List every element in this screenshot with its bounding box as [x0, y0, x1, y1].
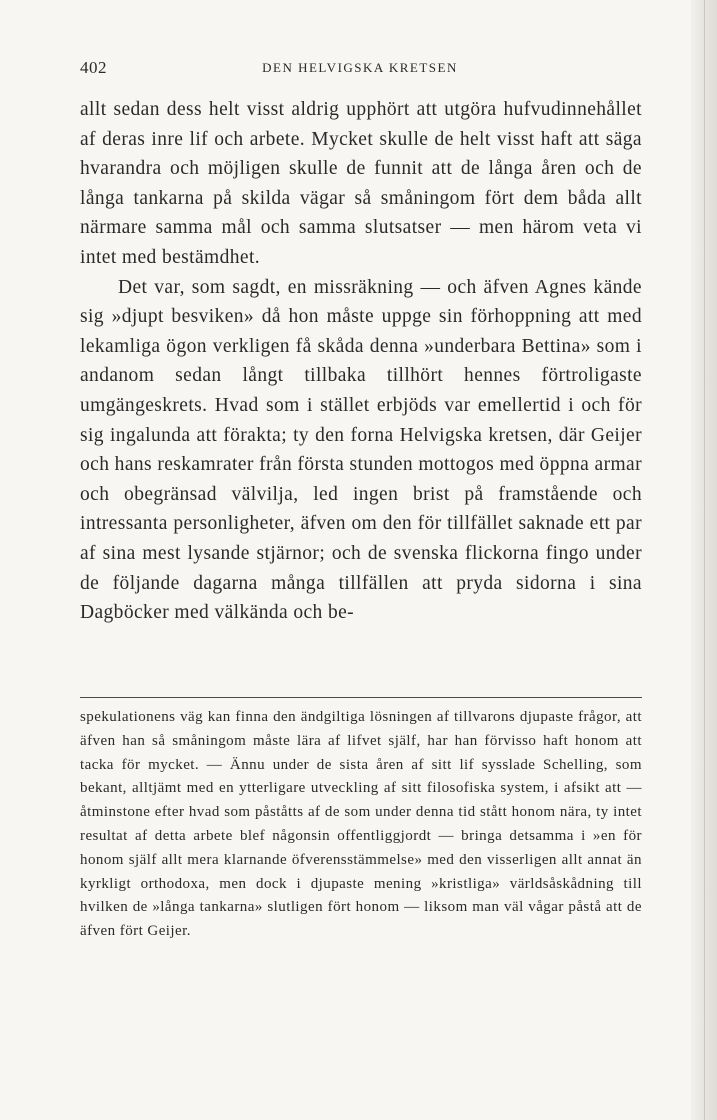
paragraph-2: Det var, som sagdt, en missräkning — och äfven Agnes kände sig »djupt besviken» då hon måste uppge sin förhoppning att med lekamliga ögon verkligen få skåda denna »underbara Bettina» som i andanom sedan långt tillbaka tillhört hennes förtroligaste umgängeskrets. Hvad som i stället erbjöds var emellertid i och för sig ingalunda att förakta; ty den forna Helvigska kretsen, där Geijer och hans reskamrater från första stunden mottogos med öppna armar och obegränsad välvilja, led ingen brist på framstående och intressanta personligheter, äfven om den för tillfället saknade ett par af sina mest lysande stjärnor; och de svenska flickorna fingo under de följande dagarna många tillfällen att pryda sidorna i sina Dagböcker med välkända och be-: [80, 276, 642, 624]
main-text: [80, 95, 642, 628]
page-number: 402: [80, 58, 107, 77]
page-edge-line: [704, 0, 705, 1120]
page-header: [80, 58, 640, 82]
paragraph-1: allt sedan dess helt visst aldrig upphört att utgöra hufvudinnehållet af deras inre lif och arbete. Mycket skulle de helt visst haft att säga hvarandra och möjligen skulle de funnit att de långa åren och de långa tankarna på skilda vägar så småningom fört dem båda allt närmare samma mål och samma slutsatser — men härom veta vi intet med bestämdhet.: [80, 99, 642, 268]
footnote: spekulationens väg kan finna den ändgiltiga lösningen af tillvarons djupaste frågor, att äfven han så småningom måste lära af lifvet själf, har han förvisso haft honom att tacka för mycket. — Ännu under de sista åren af sitt lif sysslade Schelling, som bekant, alltjämt med en ytterligare utveckling af sitt filosofiska system, i afsikt att — åtminstone efter hvad som påståtts af de som under denna tid stått honom nära, ty intet resultat af detta arbete blef någonsin offentliggjordt — bringa detsamma i »en för honom själf allt mera klarnande öfverensstämmelse» med den visserligen allt annat än kyrkligt orthodoxa, men dock i djupaste mening »kristliga» världsåskådning till hvilken de »långa tankarna» slutligen fört honom — liksom man väl vågar påstå att de äfven fört Geijer.: [80, 709, 642, 940]
footnote-divider: [80, 697, 642, 698]
running-head: DEN HELVIGSKA KRETSEN: [262, 60, 458, 75]
